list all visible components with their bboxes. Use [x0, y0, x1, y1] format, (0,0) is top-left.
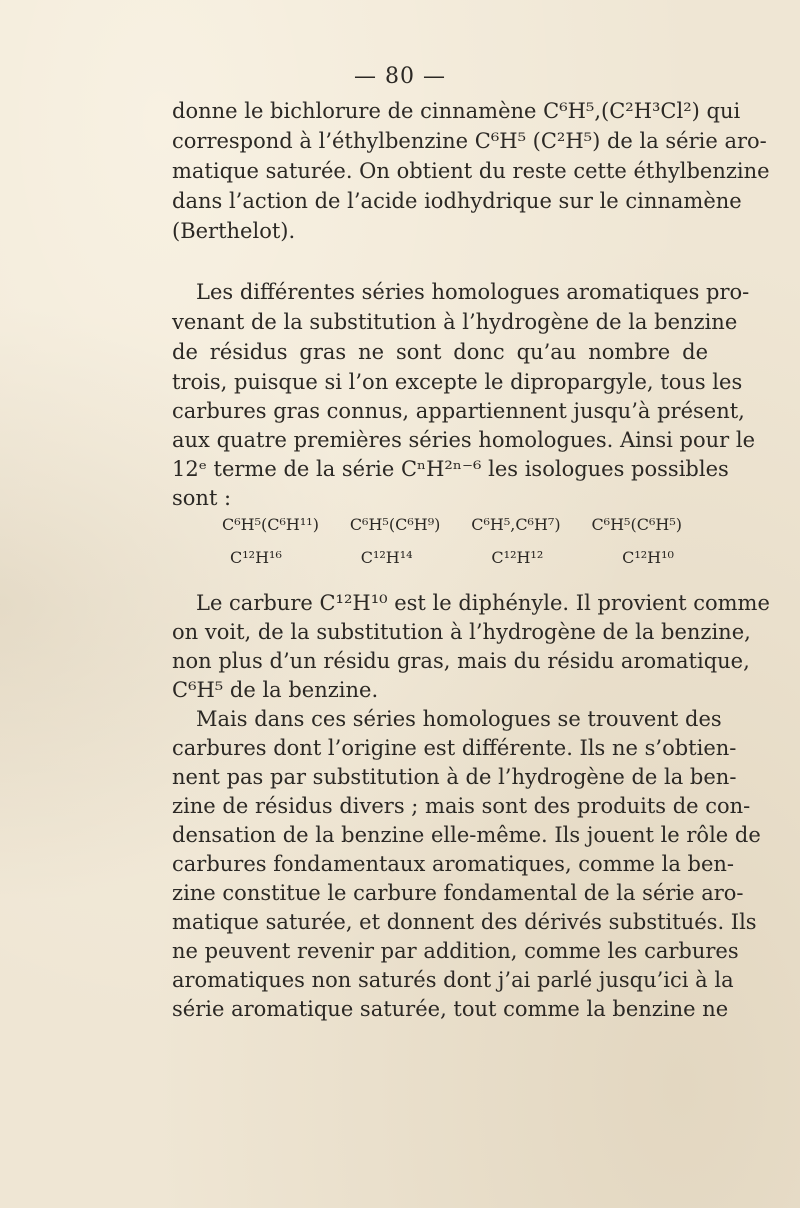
formula-row-bottom — [230, 548, 674, 567]
formula-row-top — [222, 515, 682, 534]
page-number: — 80 — — [354, 64, 446, 89]
text-line: zine de résidus divers ; mais sont des produits de con- — [172, 794, 751, 818]
text-line: carbures fondamentaux aromatiques, comme la ben- — [172, 852, 735, 876]
formula: C⁶H⁵(C⁶H⁹) — [349, 515, 441, 534]
text-line: zine constitue le carbure fondamental de la série aro- — [172, 881, 744, 905]
formula: C⁶H⁵(C⁶H⁵) — [591, 515, 682, 534]
text-line: on voit, de la substitution à l’hydrogène de la benzine, — [172, 620, 751, 644]
text-line: densation de la benzine elle-même. Ils jouent le rôle de — [172, 823, 761, 847]
text-line: 12ᵉ terme de la série CⁿH²ⁿ⁻⁶ les isologues possibles — [172, 457, 729, 481]
text-line: dans l’action de l’acide iodhydrique sur le cinnamène — [172, 189, 742, 213]
text-line: aux quatre premières séries homologues. Ainsi pour le — [172, 428, 756, 452]
text-line: carbures gras connus, appartiennent jusqu’à présent, — [172, 399, 745, 423]
text-line: matique saturée, et donnent des dérivés substitués. Ils — [172, 910, 757, 934]
text-line: venant de la substitution à l’hydrogène de la benzine — [172, 310, 738, 334]
formula: C¹²H¹⁴ — [360, 548, 413, 567]
formula: C¹²H¹⁰ — [622, 548, 674, 567]
text-line: trois, puisque si l’on excepte le dipropargyle, tous les — [172, 370, 743, 394]
text-line: nent pas par substitution à de l’hydrogène de la ben- — [172, 765, 737, 789]
text-line: donne le bichlorure de cinnamène C⁶H⁵,(C²H³Cl²) qui — [172, 99, 741, 123]
text-line: (Berthelot). — [172, 219, 296, 243]
text-line: Mais dans ces séries homologues se trouvent des — [196, 707, 722, 731]
formula: C¹²H¹² — [491, 548, 544, 567]
text-line: Le carbure C¹²H¹⁰ est le diphényle. Il provient comme — [196, 591, 770, 615]
text-line: série aromatique saturée, tout comme la benzine ne — [172, 997, 729, 1021]
text-line: Les différentes séries homologues aromatiques pro- — [196, 280, 750, 304]
formula: C⁶H⁵,C⁶H⁷) — [471, 515, 561, 534]
formula: C¹²H¹⁶ — [230, 548, 282, 567]
text-line: non plus d’un résidu gras, mais du résidu aromatique, — [172, 649, 750, 673]
text-line: ne peuvent revenir par addition, comme les carbures — [172, 939, 739, 963]
text-line: carbures dont l’origine est différente. Ils ne s’obtien- — [172, 736, 737, 760]
text-line: C⁶H⁵ de la benzine. — [172, 678, 379, 702]
text-line: de résidus gras ne sont donc qu’au nombre de — [172, 340, 708, 364]
formula: C⁶H⁵(C⁶H¹¹) — [222, 515, 319, 534]
text-line: matique saturée. On obtient du reste cette éthylbenzine — [172, 159, 770, 183]
text-line: sont : — [172, 486, 232, 510]
text-line: correspond à l’éthylbenzine C⁶H⁵ (C²H⁵) de la série aro- — [172, 129, 767, 153]
text-line: aromatiques non saturés dont j’ai parlé jusqu’ici à la — [172, 968, 734, 992]
